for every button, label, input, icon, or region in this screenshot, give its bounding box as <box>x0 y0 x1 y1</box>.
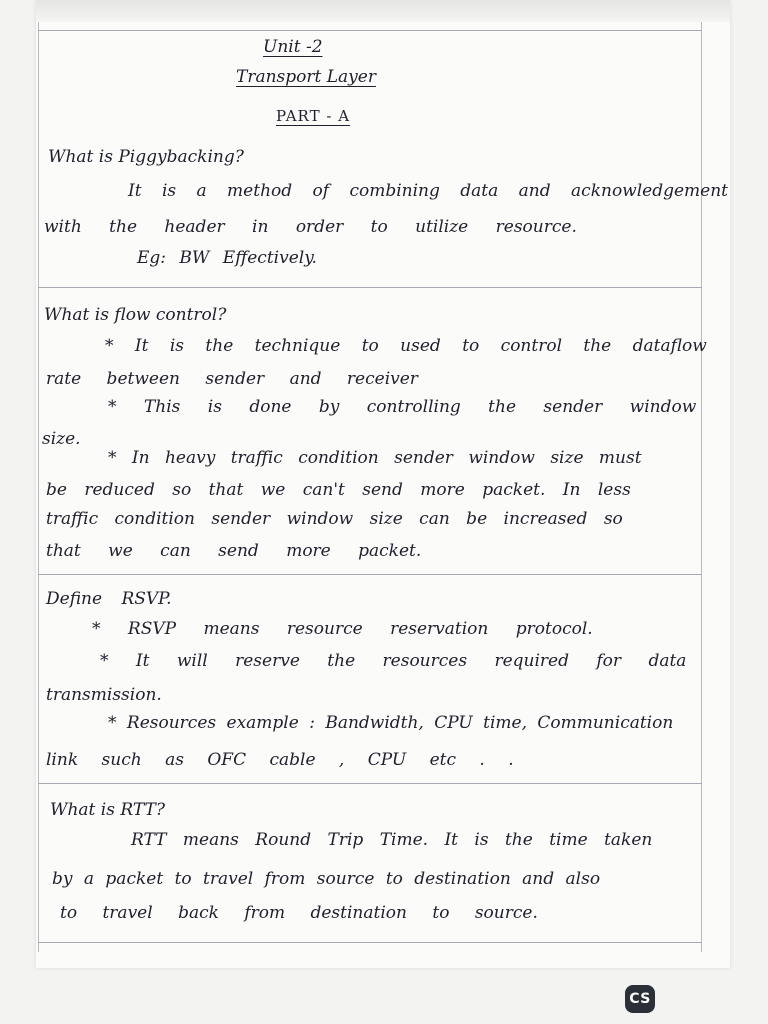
answer-line: * In heavy traffic condition sender window size must <box>108 448 642 468</box>
answer-line: to travel back from destination to source. <box>60 903 538 923</box>
answer-line: * It will reserve the resources required for data <box>100 651 687 671</box>
answer-line: link such as OFC cable , CPU etc . . <box>46 750 514 770</box>
answer-line: be reduced so that we can't send more packet. In less <box>46 480 631 500</box>
subject-title: Transport Layer <box>236 67 376 87</box>
answer-line: rate between sender and receiver <box>46 369 418 389</box>
question-piggybacking: What is Piggybacking? <box>48 147 244 167</box>
right-margin-line <box>701 22 702 952</box>
answer-line: that we can send more packet. <box>46 541 422 561</box>
answer-line: transmission. <box>46 685 162 705</box>
left-margin-line <box>38 22 39 952</box>
section-divider <box>38 287 702 288</box>
answer-line: RTT means Round Trip Time. It is the time taken <box>131 830 653 850</box>
answer-line: * RSVP means resource reservation protocol. <box>92 619 593 639</box>
answer-line: * Resources example : Bandwidth, CPU time, Communication <box>108 713 674 733</box>
camscanner-logo: CS <box>625 985 655 1013</box>
question-flow-control: What is flow control? <box>44 305 227 325</box>
answer-line: traffic condition sender window size can be increased so <box>46 509 623 529</box>
answer-line: * It is the technique to used to control the dataflow <box>105 336 707 356</box>
bottom-rule <box>38 942 702 943</box>
answer-line: by a packet to travel from source to destination and also <box>52 869 601 889</box>
question-rsvp: Define RSVP. <box>46 589 172 609</box>
section-divider <box>38 574 702 575</box>
answer-line: with the header in order to utilize resource. <box>44 217 577 237</box>
unit-title: Unit -2 <box>263 37 323 57</box>
part-title: PART - A <box>276 107 351 125</box>
top-rule <box>38 30 702 31</box>
answer-line: Eg: BW Effectively. <box>137 248 317 268</box>
question-rtt: What is RTT? <box>50 800 165 820</box>
answer-line: * This is done by controlling the sender window <box>108 397 697 417</box>
answer-line: size. <box>42 429 81 449</box>
page-top-edge <box>36 0 730 22</box>
answer-line: It is a method of combining data and acknowledgement <box>128 181 729 201</box>
section-divider <box>38 783 702 784</box>
